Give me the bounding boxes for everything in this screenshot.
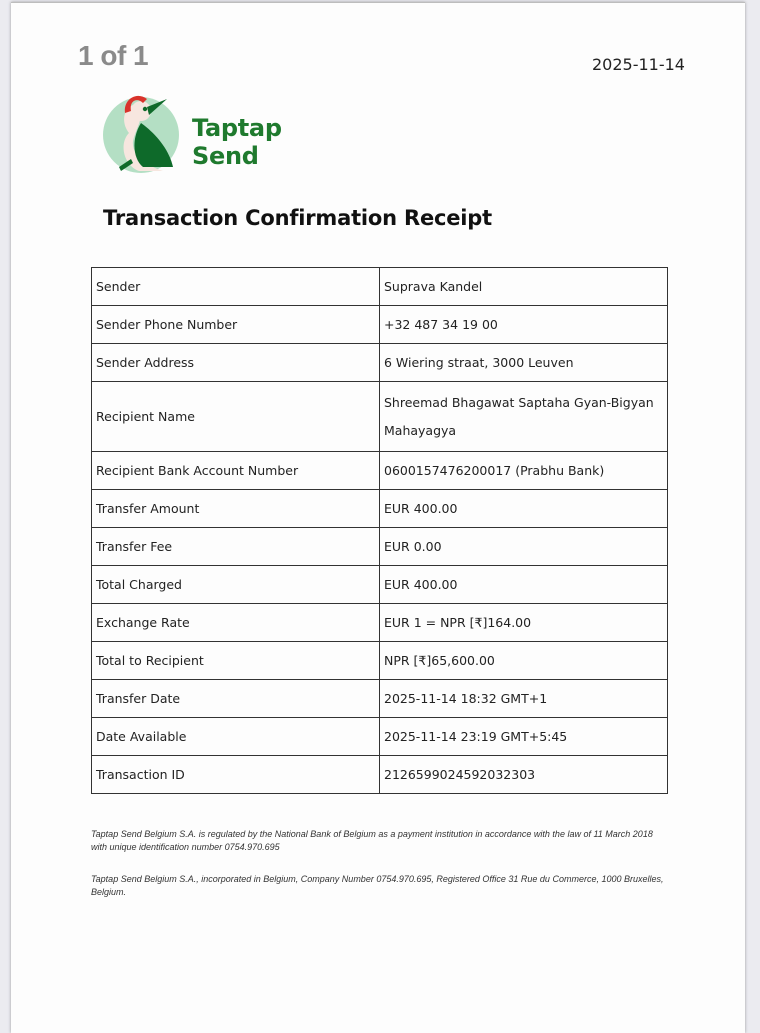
row-label-transfer-fee: Transfer Fee (92, 528, 380, 566)
company-footnote: Taptap Send Belgium S.A., incorporated in Belgium, Company Number 0754.970.695, Registered Office 31 Rue du Commerce, 1000 Bruxelles, Belgium. (91, 874, 664, 897)
taptap-send-logo (101, 87, 291, 177)
woodpecker-icon (101, 87, 185, 177)
brand-name-line1: Taptap (192, 114, 282, 142)
regulatory-footnote: Taptap Send Belgium S.A. is regulated by the National Bank of Belgium as a payment institution in accordance with the law of 11 March 2018 with unique identification number 0754.970.695 (91, 829, 653, 852)
row-value-transfer-date: 2025-11-14 18:32 GMT+1 (380, 680, 668, 718)
row-value-total-charged: EUR 400.00 (380, 566, 668, 604)
table-row (92, 452, 668, 490)
table-row (92, 642, 668, 680)
brand-name-line2: Send (192, 142, 259, 170)
page-indicator: 1 of 1 (78, 40, 149, 71)
row-label-total-to-recipient: Total to Recipient (92, 642, 380, 680)
row-label-total-charged: Total Charged (92, 566, 380, 604)
row-label-transfer-date: Transfer Date (92, 680, 380, 718)
table-row (92, 566, 668, 604)
row-value-transfer-fee: EUR 0.00 (380, 528, 668, 566)
page-title: Transaction Confirmation Receipt (103, 206, 492, 230)
row-value-transfer-amount: EUR 400.00 (380, 490, 668, 528)
transaction-details-table (91, 267, 668, 794)
table-row (92, 306, 668, 344)
row-label-sender: Sender (92, 268, 380, 306)
row-value-recipient-account: 0600157476200017 (Prabhu Bank) (380, 452, 668, 490)
table-row (92, 756, 668, 794)
row-value-date-available: 2025-11-14 23:19 GMT+5:45 (380, 718, 668, 756)
row-label-sender-address: Sender Address (92, 344, 380, 382)
row-label-sender-phone: Sender Phone Number (92, 306, 380, 344)
table-row (92, 268, 668, 306)
row-value-sender: Suprava Kandel (380, 268, 668, 306)
row-label-transfer-amount: Transfer Amount (92, 490, 380, 528)
row-label-date-available: Date Available (92, 718, 380, 756)
row-value-sender-phone: +32 487 34 19 00 (380, 306, 668, 344)
table-row (92, 604, 668, 642)
table-row (92, 718, 668, 756)
row-value-transaction-id: 2126599024592032303 (380, 756, 668, 794)
table-row (92, 528, 668, 566)
row-value-exchange-rate: EUR 1 = NPR [₹]164.00 (380, 604, 668, 642)
table-row (92, 344, 668, 382)
row-value-sender-address: 6 Wiering straat, 3000 Leuven (380, 344, 668, 382)
row-value-total-to-recipient: NPR [₹]65,600.00 (380, 642, 668, 680)
table-row (92, 680, 668, 718)
row-label-recipient-name: Recipient Name (92, 382, 380, 452)
table-row (92, 490, 668, 528)
brand-wordmark (192, 114, 282, 170)
row-label-recipient-account: Recipient Bank Account Number (92, 452, 380, 490)
table-row (92, 382, 668, 452)
row-label-exchange-rate: Exchange Rate (92, 604, 380, 642)
receipt-date: 2025-11-14 (592, 55, 685, 74)
row-label-transaction-id: Transaction ID (92, 756, 380, 794)
row-value-recipient-name: Shreemad Bhagawat Saptaha Gyan-Bigyan Mahayagya (380, 382, 668, 452)
